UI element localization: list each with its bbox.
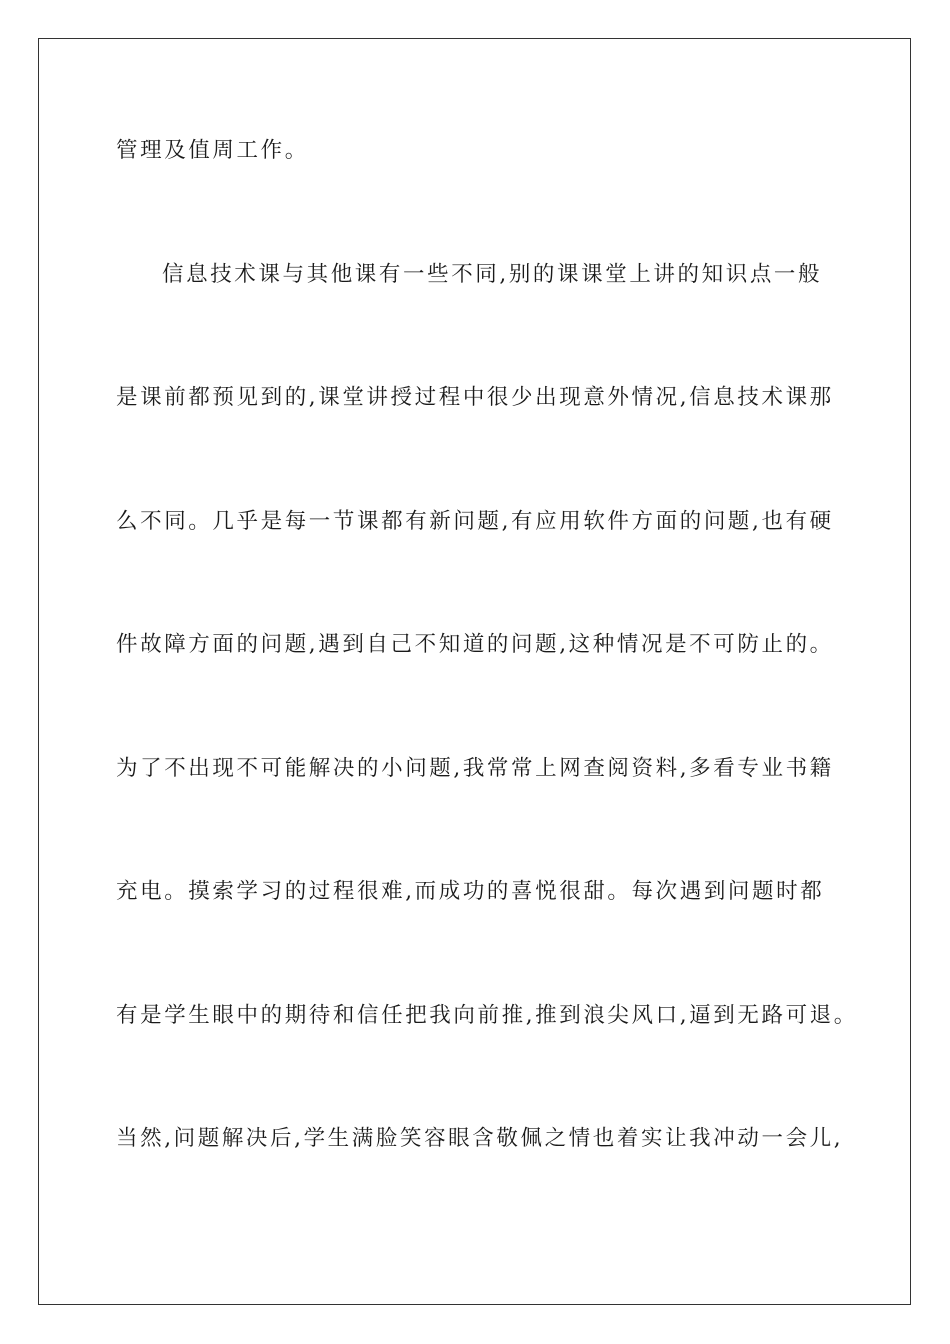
text-line: 么不同。几乎是每一节课都有新问题,有应用软件方面的问题,也有硬 [116, 509, 834, 534]
paragraph-first-line: 信息技术课与其他课有一些不同,别的课课堂上讲的知识点一般 [162, 262, 823, 287]
page-border [38, 38, 911, 1305]
text-line: 件故障方面的问题,遇到自己不知道的问题,这种情况是不可防止的。 [116, 632, 834, 657]
text-line: 管理及值周工作。 [116, 138, 309, 163]
text-line: 充电。摸索学习的过程很难,而成功的喜悦很甜。每次遇到问题时都 [116, 879, 825, 904]
text-line: 为了不出现不可能解决的小问题,我常常上网查阅资料,多看专业书籍 [116, 756, 834, 781]
text-line: 是课前都预见到的,课堂讲授过程中很少出现意外情况,信息技术课那 [116, 385, 834, 410]
text-line: 有是学生眼中的期待和信任把我向前推,推到浪尖风口,逼到无路可退。 [116, 1003, 858, 1028]
text-line: 当然,问题解决后,学生满脸笑容眼含敬佩之情也着实让我冲动一会儿, [116, 1126, 844, 1151]
